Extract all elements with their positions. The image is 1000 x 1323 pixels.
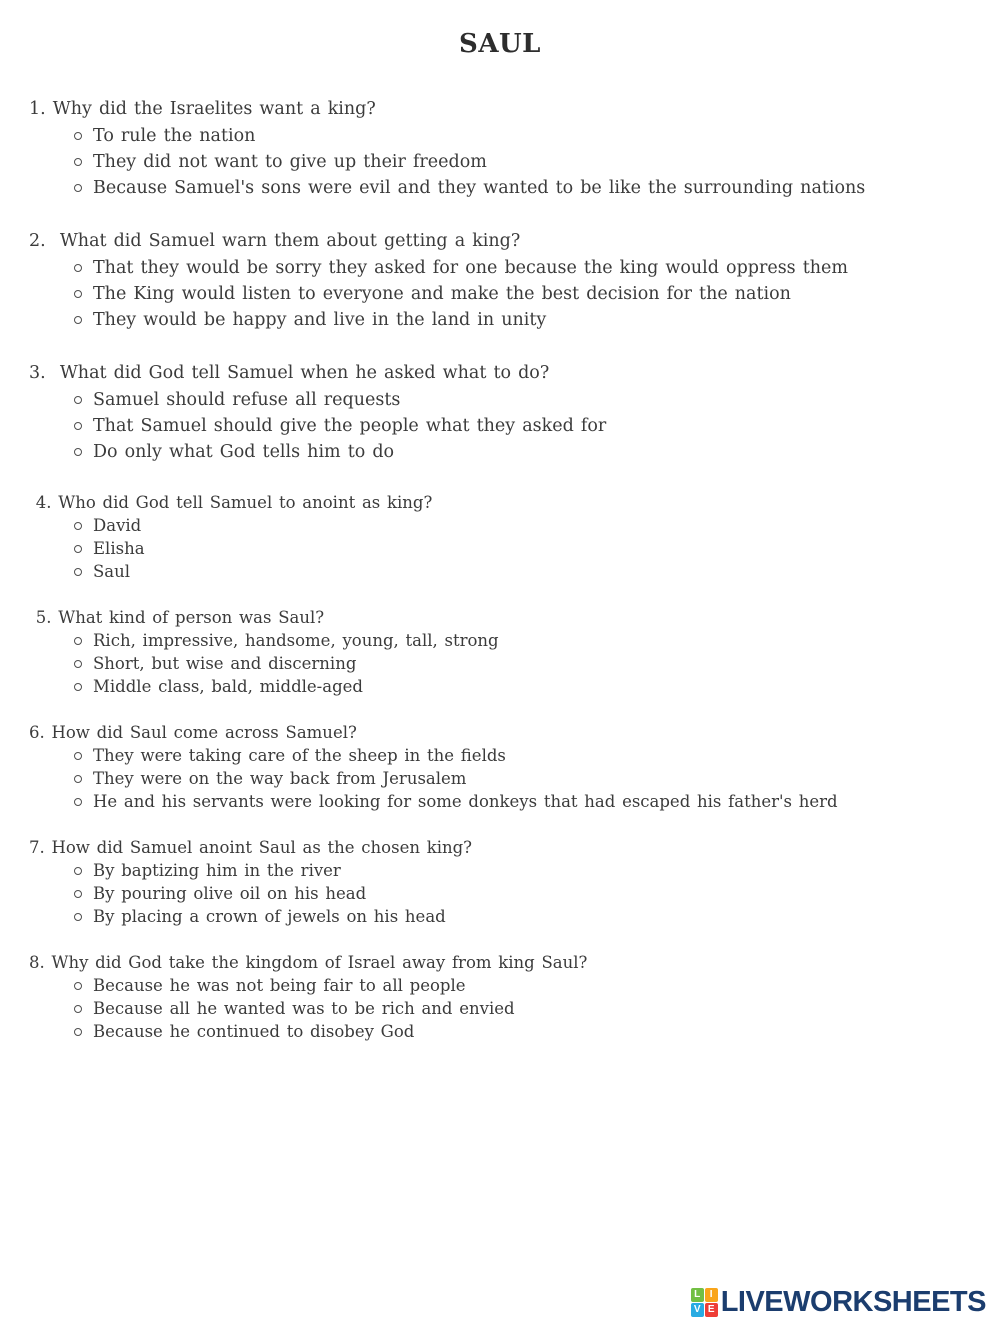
radio-circle-icon[interactable] bbox=[74, 448, 82, 456]
radio-circle-icon[interactable] bbox=[74, 545, 82, 553]
answer-option[interactable] bbox=[29, 514, 980, 537]
answer-option[interactable] bbox=[29, 629, 980, 652]
radio-circle-icon[interactable] bbox=[74, 184, 82, 192]
radio-circle-icon[interactable] bbox=[74, 522, 82, 530]
question-text: 2. What did Samuel warn them about getting a king? bbox=[29, 231, 521, 251]
radio-circle-icon[interactable] bbox=[74, 798, 82, 806]
answer-option[interactable] bbox=[29, 744, 980, 767]
radio-circle-icon[interactable] bbox=[74, 396, 82, 404]
logo-tile-l: L bbox=[691, 1288, 704, 1302]
answer-option-label: Middle class, bald, middle-aged bbox=[93, 677, 363, 696]
radio-circle-icon[interactable] bbox=[74, 316, 82, 324]
answer-option[interactable] bbox=[29, 537, 980, 560]
logo-tile-v: V bbox=[691, 1303, 704, 1317]
question-block bbox=[29, 227, 980, 333]
answer-option[interactable] bbox=[29, 790, 980, 813]
logo-tile-i: I bbox=[705, 1288, 718, 1302]
answer-option-label: Short, but wise and discerning bbox=[93, 654, 357, 673]
answer-option-label: Because Samuel's sons were evil and they wanted to be like the surrounding nations bbox=[93, 178, 866, 198]
liveworksheets-logo-text: LIVEWORKSHEETS bbox=[720, 1286, 986, 1318]
question-block bbox=[29, 606, 980, 698]
radio-circle-icon[interactable] bbox=[74, 913, 82, 921]
radio-circle-icon[interactable] bbox=[74, 264, 82, 272]
question-text: 3. What did God tell Samuel when he asked what to do? bbox=[29, 363, 550, 383]
question-text: 7. How did Samuel anoint Saul as the chosen king? bbox=[29, 838, 473, 857]
answer-option[interactable] bbox=[29, 439, 980, 465]
radio-circle-icon[interactable] bbox=[74, 867, 82, 875]
radio-circle-icon[interactable] bbox=[74, 637, 82, 645]
radio-circle-icon[interactable] bbox=[74, 683, 82, 691]
radio-circle-icon[interactable] bbox=[74, 290, 82, 298]
answer-option-label: David bbox=[93, 516, 142, 535]
liveworksheets-logo[interactable] bbox=[691, 1286, 986, 1319]
options-list bbox=[29, 387, 980, 465]
answer-option-label: He and his servants were looking for some donkeys that had escaped his father's herd bbox=[93, 792, 838, 811]
answer-option-label: Because he continued to disobey God bbox=[93, 1022, 415, 1041]
options-list bbox=[29, 514, 980, 583]
answer-option-label: The King would listen to everyone and make the best decision for the nation bbox=[93, 284, 791, 304]
question-block bbox=[29, 721, 980, 813]
answer-option-label: Elisha bbox=[93, 539, 145, 558]
question-block bbox=[29, 95, 980, 201]
answer-option-label: By pouring olive oil on his head bbox=[93, 884, 367, 903]
answer-option[interactable] bbox=[29, 413, 980, 439]
question-block bbox=[29, 359, 980, 465]
answer-option-label: Do only what God tells him to do bbox=[93, 442, 395, 462]
answer-option[interactable] bbox=[29, 560, 980, 583]
logo-tile-e: E bbox=[705, 1303, 718, 1317]
answer-option[interactable] bbox=[29, 255, 980, 281]
answer-option-label: Rich, impressive, handsome, young, tall, strong bbox=[93, 631, 499, 650]
radio-circle-icon[interactable] bbox=[74, 775, 82, 783]
radio-circle-icon[interactable] bbox=[74, 660, 82, 668]
options-list bbox=[29, 629, 980, 698]
answer-option-label: They were taking care of the sheep in the fields bbox=[93, 746, 506, 765]
answer-option-label: Because all he wanted was to be rich and envied bbox=[93, 999, 515, 1018]
radio-circle-icon[interactable] bbox=[74, 1005, 82, 1013]
answer-option-label: That they would be sorry they asked for one because the king would oppress them bbox=[93, 258, 848, 278]
answer-option[interactable] bbox=[29, 307, 980, 333]
answer-option[interactable] bbox=[29, 859, 980, 882]
answer-option[interactable] bbox=[29, 281, 980, 307]
radio-circle-icon[interactable] bbox=[74, 132, 82, 140]
worksheet-page bbox=[0, 29, 1000, 1323]
answer-option[interactable] bbox=[29, 675, 980, 698]
answer-option-label: That Samuel should give the people what they asked for bbox=[93, 416, 607, 436]
answer-option[interactable] bbox=[29, 175, 980, 201]
page-title: SAUL bbox=[459, 29, 541, 59]
answer-option[interactable] bbox=[29, 882, 980, 905]
options-list bbox=[29, 123, 980, 201]
answer-option-label: They were on the way back from Jerusalem bbox=[93, 769, 467, 788]
answer-option[interactable] bbox=[29, 767, 980, 790]
answer-option[interactable] bbox=[29, 387, 980, 413]
radio-circle-icon[interactable] bbox=[74, 1028, 82, 1036]
question-text: 5. What kind of person was Saul? bbox=[29, 608, 325, 627]
radio-circle-icon[interactable] bbox=[74, 158, 82, 166]
answer-option[interactable] bbox=[29, 149, 980, 175]
answer-option-label: They would be happy and live in the land in unity bbox=[93, 310, 547, 330]
answer-option-label: To rule the nation bbox=[93, 126, 256, 146]
answer-option-label: Samuel should refuse all requests bbox=[93, 390, 401, 410]
radio-circle-icon[interactable] bbox=[74, 752, 82, 760]
answer-option-label: Because he was not being fair to all people bbox=[93, 976, 466, 995]
radio-circle-icon[interactable] bbox=[74, 568, 82, 576]
radio-circle-icon[interactable] bbox=[74, 982, 82, 990]
question-text: 4. Who did God tell Samuel to anoint as king? bbox=[29, 493, 433, 512]
answer-option[interactable] bbox=[29, 905, 980, 928]
answer-option-label: They did not want to give up their freedom bbox=[93, 152, 487, 172]
answer-option-label: Saul bbox=[93, 562, 131, 581]
answer-option[interactable] bbox=[29, 997, 980, 1020]
answer-option[interactable] bbox=[29, 1020, 980, 1043]
answer-option[interactable] bbox=[29, 123, 980, 149]
options-list bbox=[29, 744, 980, 813]
options-list bbox=[29, 255, 980, 333]
question-block bbox=[29, 491, 980, 583]
question-list bbox=[29, 95, 980, 1043]
options-list bbox=[29, 974, 980, 1043]
question-text: 1. Why did the Israelites want a king? bbox=[29, 99, 376, 119]
radio-circle-icon[interactable] bbox=[74, 890, 82, 898]
question-text: 8. Why did God take the kingdom of Israel away from king Saul? bbox=[29, 953, 588, 972]
answer-option-label: By baptizing him in the river bbox=[93, 861, 341, 880]
question-block bbox=[29, 836, 980, 928]
answer-option[interactable] bbox=[29, 974, 980, 997]
liveworksheets-logo-icon bbox=[691, 1288, 718, 1317]
question-text: 6. How did Saul come across Samuel? bbox=[29, 723, 357, 742]
options-list bbox=[29, 859, 980, 928]
answer-option[interactable] bbox=[29, 652, 980, 675]
question-block bbox=[29, 951, 980, 1043]
answer-option-label: By placing a crown of jewels on his head bbox=[93, 907, 446, 926]
radio-circle-icon[interactable] bbox=[74, 422, 82, 430]
